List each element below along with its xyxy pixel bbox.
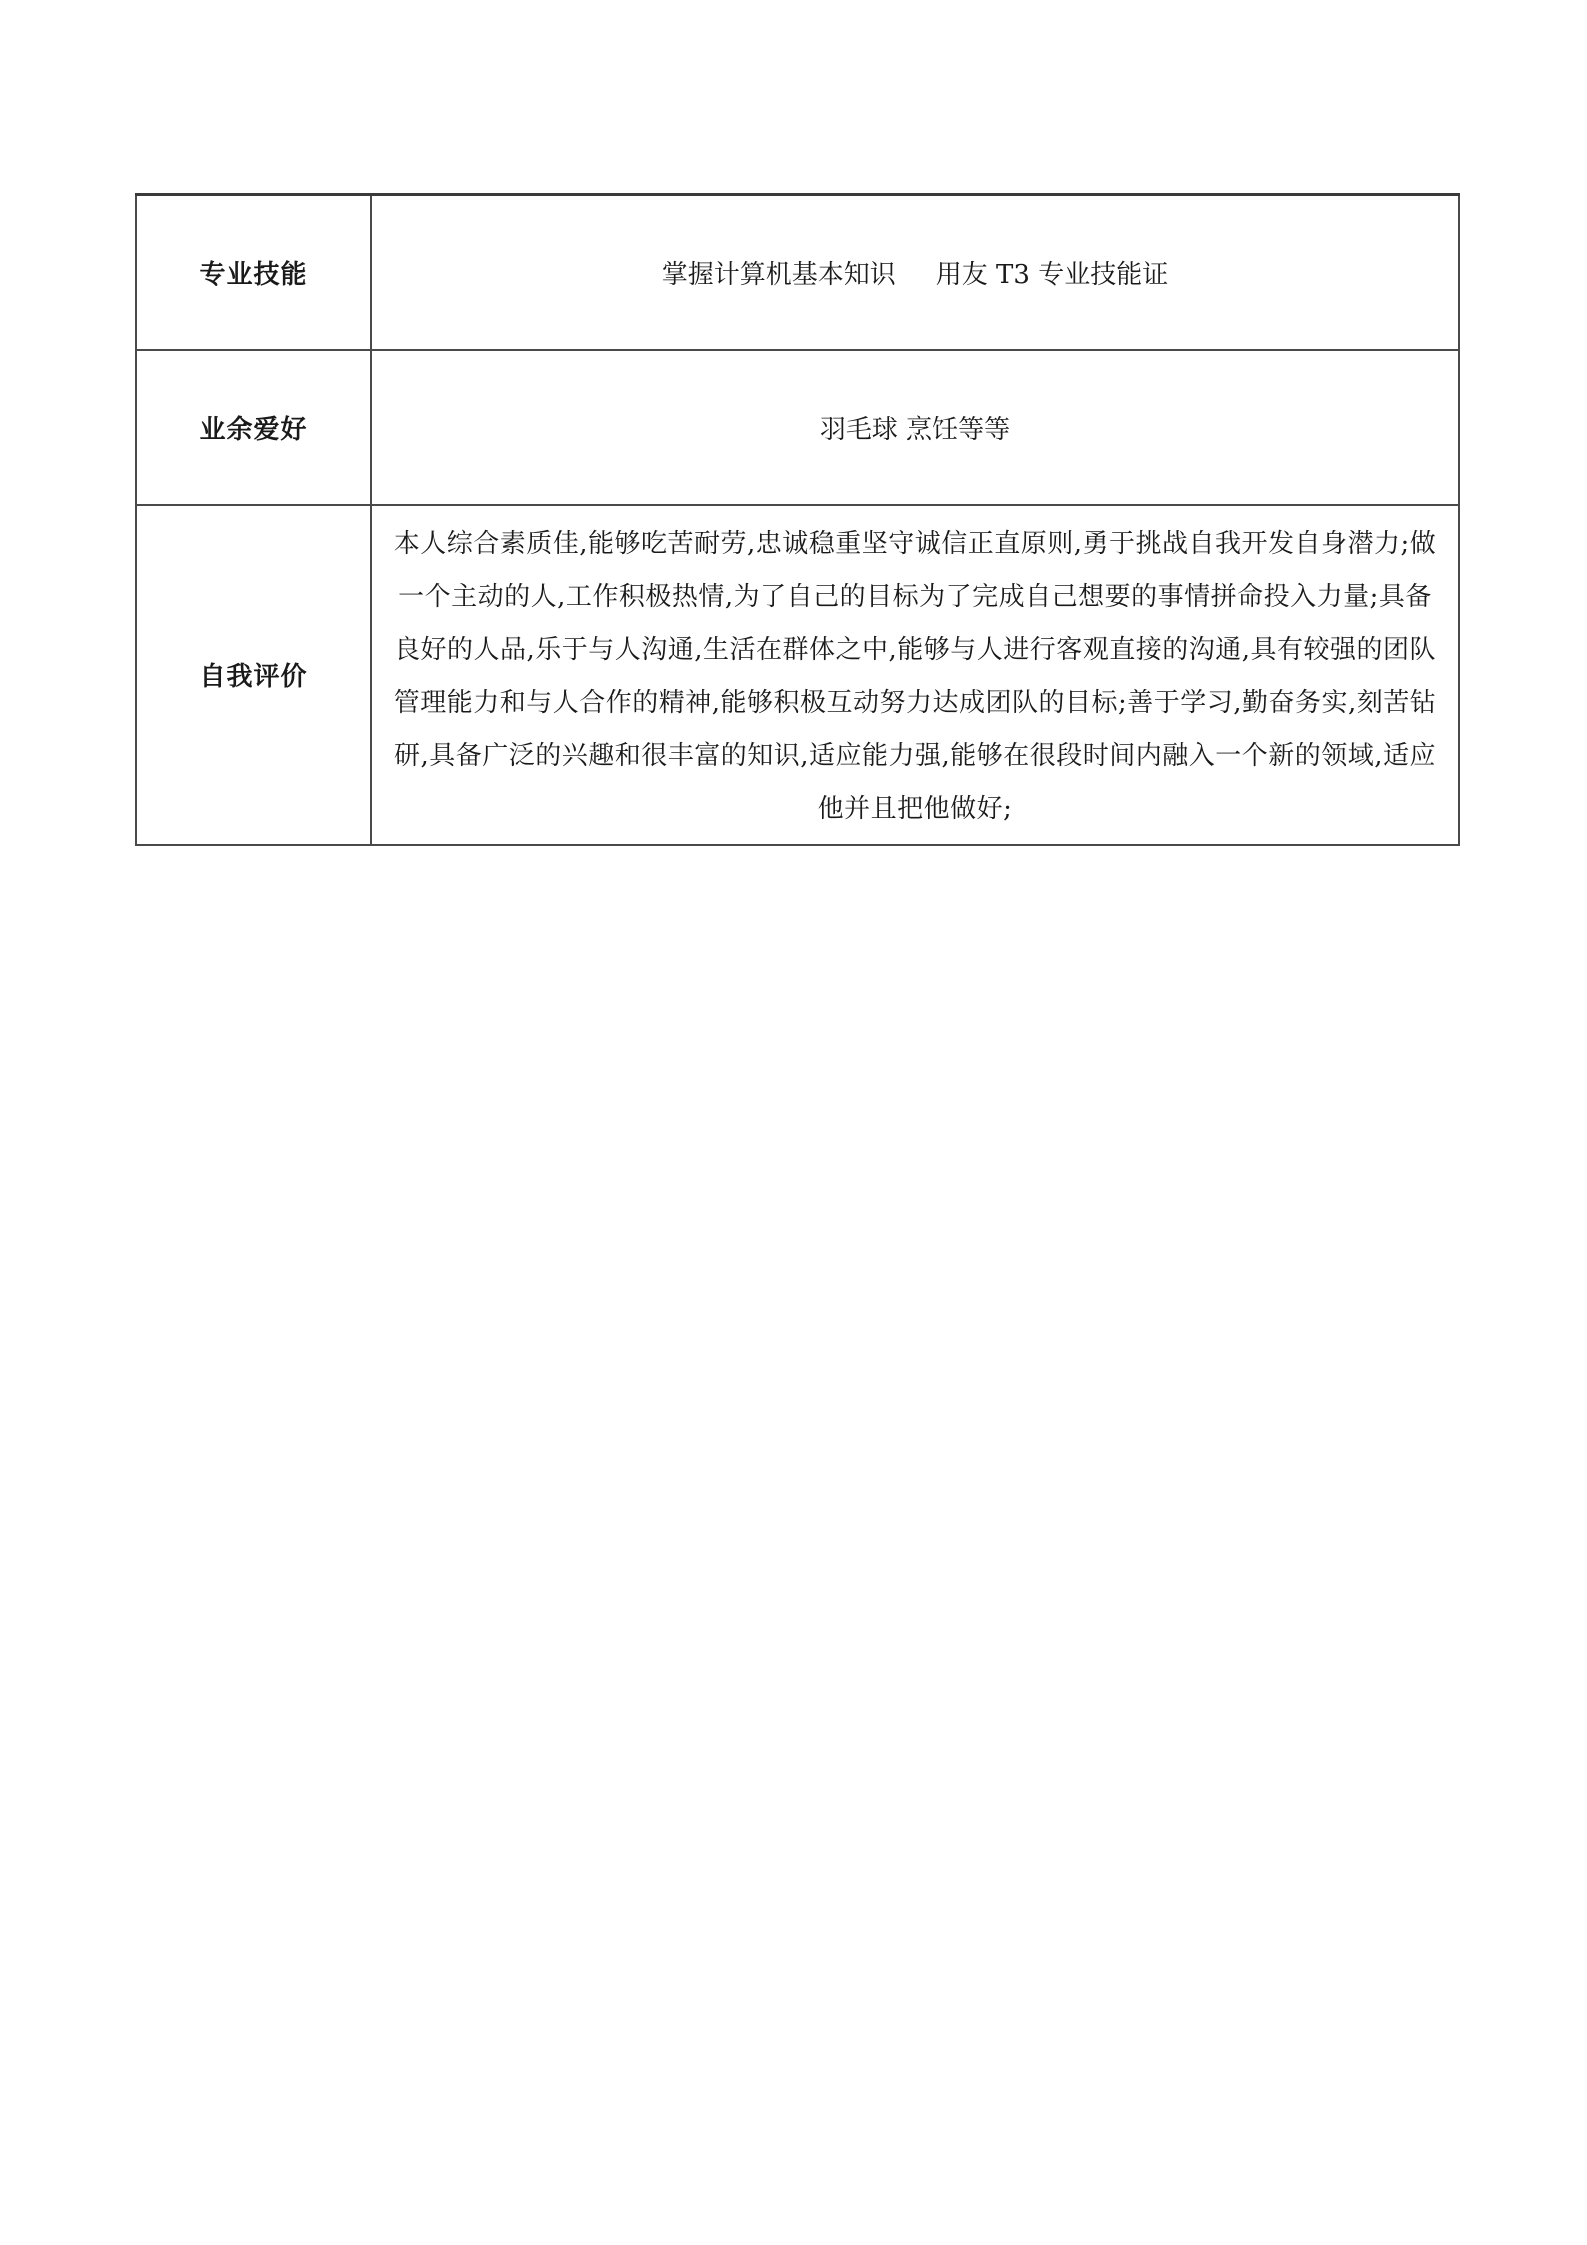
value-hobbies: 羽毛球 烹饪等等	[371, 350, 1459, 505]
label-skills: 专业技能	[136, 195, 371, 350]
value-self-evaluation: 本人综合素质佳,能够吃苦耐劳,忠诚稳重坚守诚信正直原则,勇于挑战自我开发自身潜力;做一个主动的人,工作积极热情,为了自己的目标为了完成自己想要的事情拼命投入力量;具备良好的人品,乐于与人沟通,生活在群体之中,能够与人进行客观直接的沟通,具有较强的团队管理能力和与人合作的精神,能够积极互动努力达成团队的目标;善于学习,勤奋务实,刻苦钻研,具备广泛的兴趣和很丰富的知识,适应能力强,能够在很段时间内融入一个新的领域,适应他并且把他做好;	[393, 528, 1437, 824]
value-skills	[371, 195, 1459, 350]
skills-basic-knowledge: 掌握计算机基本知识	[661, 259, 896, 290]
table-row-skills	[136, 195, 1459, 350]
label-hobbies: 业余爱好	[136, 350, 371, 505]
label-self-evaluation: 自我评价	[136, 505, 371, 845]
table-row-hobbies	[136, 350, 1459, 505]
skills-certificate: 用友 T3 专业技能证	[935, 259, 1169, 290]
value-self-evaluation-cell	[371, 505, 1459, 845]
resume-table	[135, 193, 1460, 846]
table-row-self-evaluation	[136, 505, 1459, 845]
